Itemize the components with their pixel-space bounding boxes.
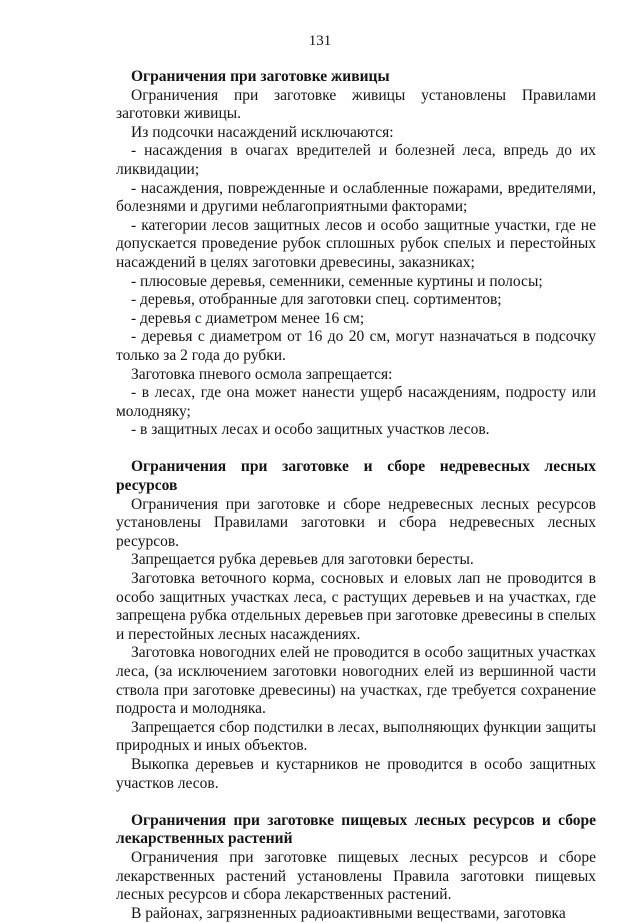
section-spacer	[116, 440, 596, 459]
paragraph: В районах, загрязненных радиоактивными веществами, заготовка	[131, 904, 566, 922]
section-spacer	[116, 793, 596, 812]
list-item: - категории лесов защитных лесов и особо защитные участки, где не допускается проведение рубок сплошных рубок спелых и перестойных насаждений в целях заготовки древесины, заказниках;	[116, 216, 596, 271]
paragraph: Заготовка пневого осмола запрещается:	[131, 365, 393, 383]
page-content	[116, 68, 596, 923]
list-item: - плюсовые деревья, семенники, семенные куртины и полосы;	[131, 272, 543, 290]
paragraph: Выкопка деревьев и кустарников не проводится в особо защитных участков лесов.	[116, 755, 596, 792]
paragraph: Заготовка новогодних елей не проводится в особо защитных участках леса, (за исключением заготовки новогодних елей из вершинной части ствола при заготовке древесины) на участках, где требуется сохранение подроста и молодняка.	[116, 644, 596, 718]
list-item: - деревья, отобранные для заготовки спец. сортиментов;	[131, 291, 502, 309]
paragraph: Ограничения при заготовке живицы установлены Правилами заготовки живицы.	[116, 86, 596, 123]
list-item: - в защитных лесах и особо защитных участков лесов.	[131, 421, 490, 439]
paragraph: Запрещается сбор подстилки в лесах, выполняющих функции защиты природных и иных объектов.	[116, 718, 596, 755]
section-heading: Ограничения при заготовке и сборе недревесных лесных ресурсов	[116, 458, 596, 495]
list-item: - насаждения в очагах вредителей и болезней леса, впредь до их ликвидации;	[116, 142, 596, 178]
paragraph: Из подсочки насаждений исключаются:	[131, 123, 394, 141]
list-item: - деревья с диаметром менее 16 см;	[131, 309, 365, 327]
paragraph: Заготовка веточного корма, сосновых и еловых лап не проводится в особо защитных участках леса, с растущих деревьев и на участках, где запрещена рубка отдельных деревьев при заготовке древесины в спелых и перестойных лесных насаждениях.	[116, 570, 596, 643]
paragraph: Запрещается рубка деревьев для заготовки бересты.	[131, 551, 474, 569]
section-heading: Ограничения при заготовке пищевых лесных ресурсов и сборе лекарственных растений	[116, 811, 596, 848]
page-number: 131	[308, 33, 332, 49]
list-item: - деревья с диаметром от 16 до 20 см, могут назначаться в подсочку только за 2 года до рубки.	[116, 328, 596, 364]
list-item: - насаждения, поврежденные и ослабленные пожарами, вредителями, болезнями и другими неблагоприятными факторами;	[116, 179, 596, 216]
section-heading: Ограничения при заготовке живицы	[131, 68, 390, 85]
paragraph: Ограничения при заготовке пищевых лесных ресурсов и сборе лекарственных растений установлены Правила заготовки пищевых лесных ресурсов и сбора лекарственных растений.	[116, 848, 596, 904]
list-item: - в лесах, где она может нанести ущерб насаждениям, подросту или молодняку;	[116, 384, 596, 420]
paragraph: Ограничения при заготовке и сборе недревесных лесных ресурсов установлены Правилами заготовки и сбора недревесных лесных ресурсов.	[116, 495, 596, 550]
